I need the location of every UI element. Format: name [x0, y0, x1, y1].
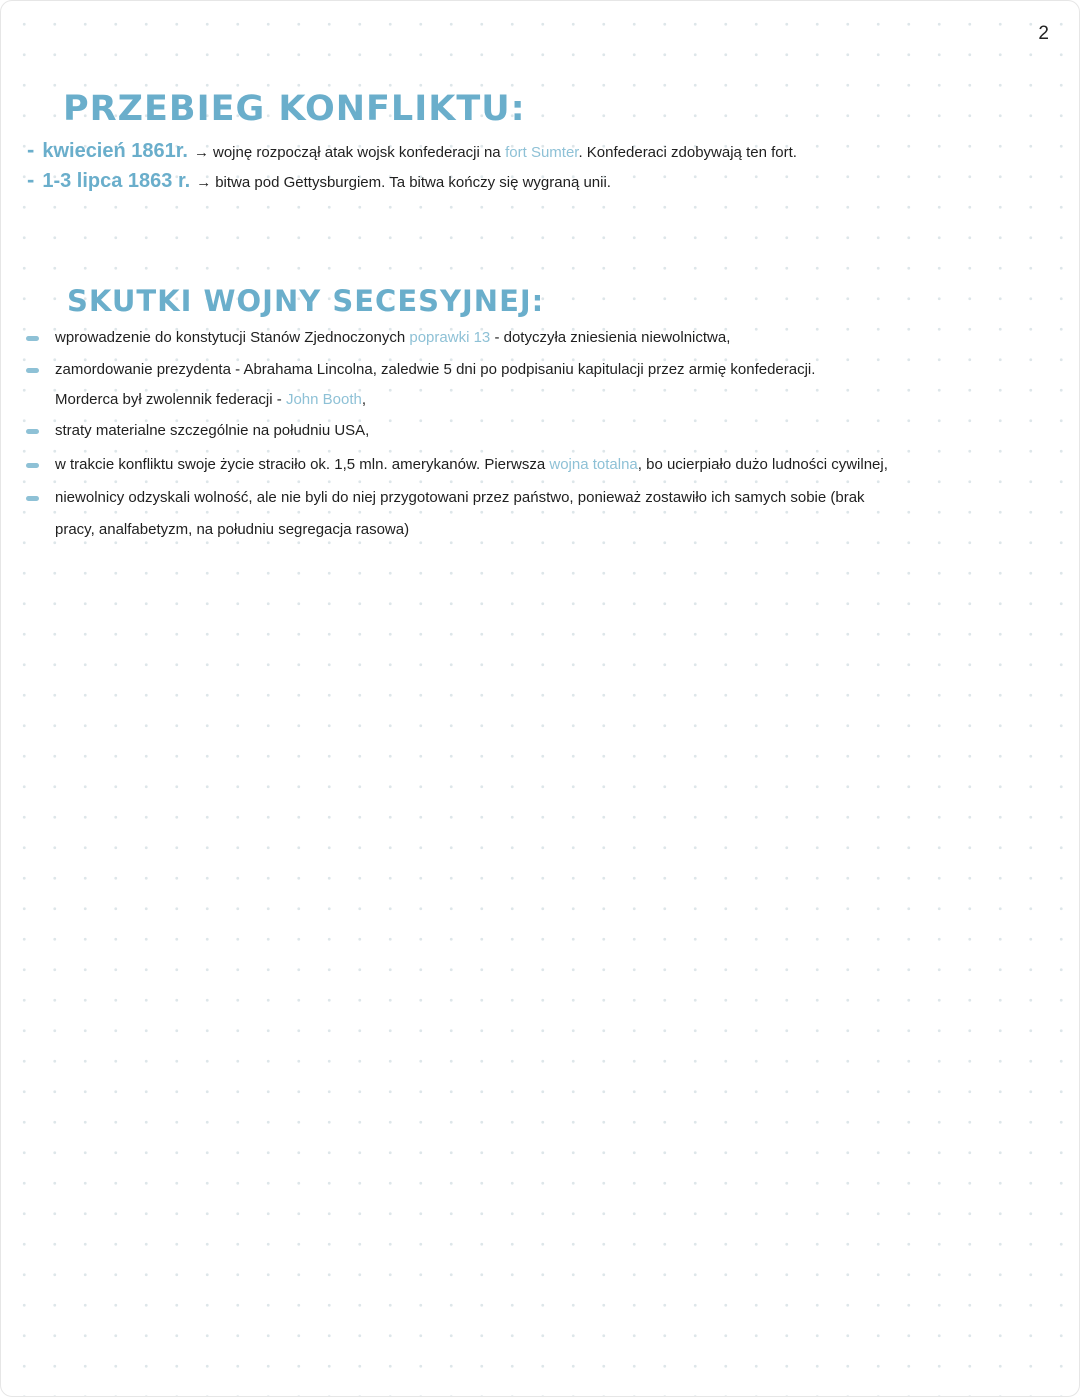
- list-item-line: [55, 329, 730, 346]
- list-item-line: [55, 456, 888, 473]
- bullet-marker: [26, 496, 39, 501]
- timeline-text-end: . Konfederaci zdobywają ten fort.: [578, 144, 797, 161]
- list-item-text: w trakcie konfliktu swoje życie straciło ok. 1,5 mln. amerykanów. Pierwsza: [55, 456, 546, 473]
- list-item-text-end: , bo ucierpiało dużo ludności cywilnej,: [637, 456, 888, 473]
- dash-marker: -: [27, 167, 35, 192]
- page-number: 2: [1038, 23, 1049, 44]
- dash-marker: -: [27, 137, 35, 162]
- list-item-text: wprowadzenie do konstytucji Stanów Zjednoczonych: [55, 329, 406, 346]
- highlighted-term: wojna totalna: [549, 456, 638, 473]
- timeline-text: wojnę rozpoczął atak wojsk konfederacji na: [213, 144, 501, 161]
- section-heading-przebieg: PRZEBIEG KONFLIKTU:: [63, 89, 526, 129]
- list-item-line: [55, 422, 369, 439]
- bullet-marker: [26, 336, 39, 341]
- timeline-item: [27, 137, 797, 163]
- timeline-date: kwiecień 1861r.: [42, 140, 188, 162]
- list-item-line: [55, 391, 366, 408]
- list-item-text-end: ,: [361, 391, 367, 408]
- list-item-text: pracy, analfabetyzm, na południu segregacja rasowa): [55, 521, 410, 538]
- arrow-icon: →: [196, 174, 212, 191]
- timeline-date: 1-3 lipca 1863 r.: [42, 170, 191, 192]
- list-item-text: straty materialne szczególnie na południu USA,: [55, 422, 370, 439]
- arrow-icon: →: [194, 144, 209, 161]
- list-item-text: niewolnicy odzyskali wolność, ale nie byli do niej przygotowani przez państwo, ponieważ zostawiło ich samych sobie (brak: [55, 489, 865, 506]
- highlighted-term: John Booth: [285, 391, 362, 408]
- list-item-line: [55, 361, 815, 378]
- list-item-line: [55, 521, 409, 538]
- bullet-marker: [26, 463, 39, 468]
- list-item-text: Morderca był zwolennik federacji -: [55, 391, 282, 408]
- list-item-text-end: - dotyczyła zniesienia niewolnictwa,: [494, 329, 731, 346]
- bullet-marker: [26, 429, 39, 434]
- list-item-line: [55, 489, 865, 506]
- timeline-item: [27, 167, 611, 193]
- highlighted-term: fort Sumter: [505, 144, 579, 161]
- bullet-marker: [26, 368, 39, 373]
- list-item-text: zamordowanie prezydenta - Abrahama Lincolna, zaledwie 5 dni po podpisaniu kapitulacji przez armię konfederacji.: [55, 361, 816, 378]
- timeline-text: bitwa pod Gettysburgiem. Ta bitwa kończy się wygraną unii.: [215, 174, 611, 191]
- section-heading-skutki: SKUTKI WOJNY SECESYJNEJ:: [67, 284, 545, 318]
- highlighted-term: poprawki 13: [409, 329, 491, 346]
